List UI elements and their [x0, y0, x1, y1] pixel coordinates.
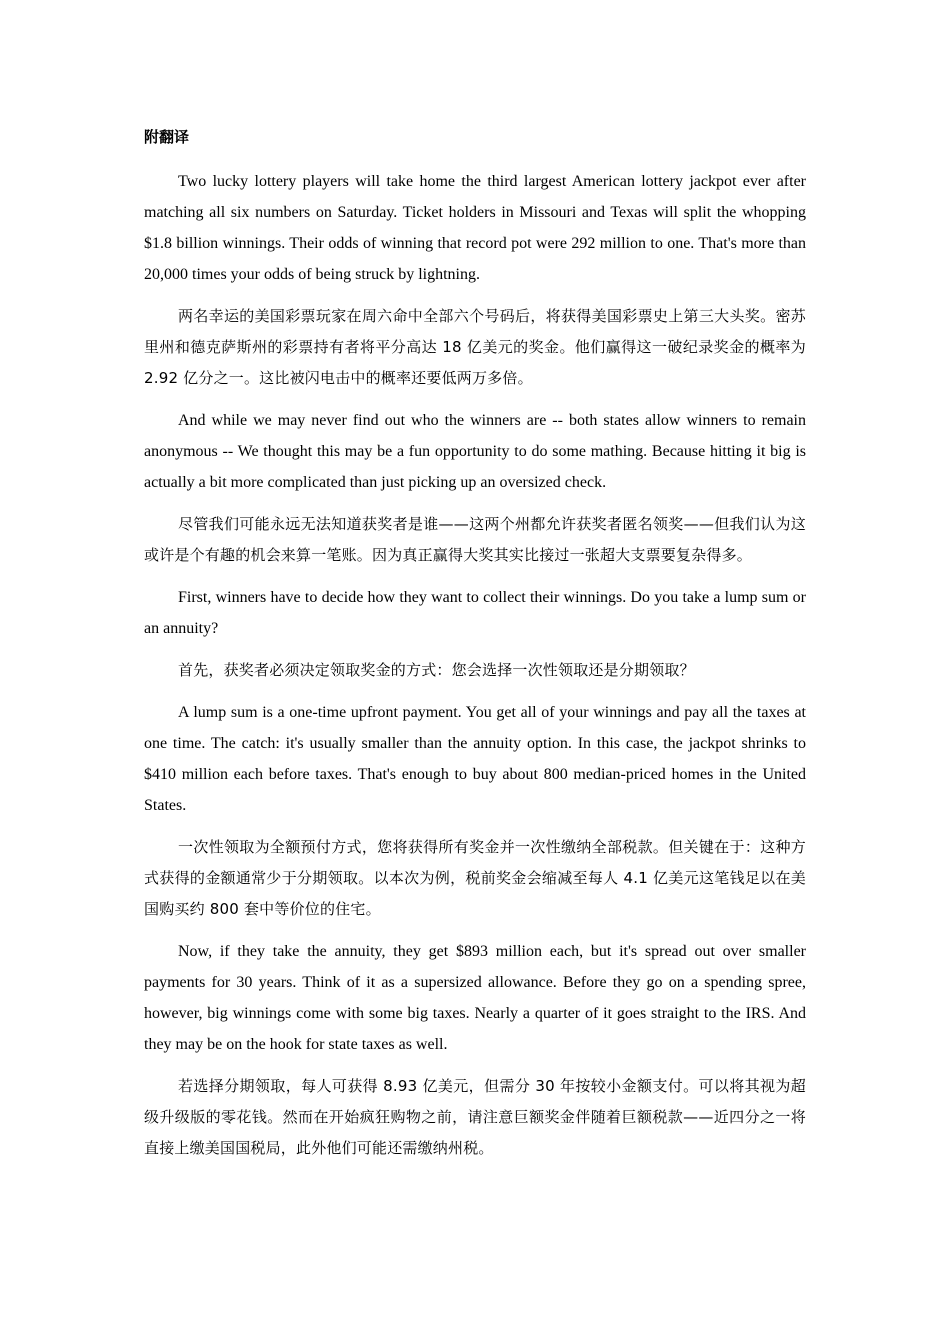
paragraph-zh-3: 首先，获奖者必须决定领取奖金的方式：您会选择一次性领取还是分期领取？ [178, 661, 695, 679]
paragraph-zh-2: 尽管我们可能永远无法知道获奖者是谁——这两个州都允许获奖者匿名领奖——但我们认为这或许是个有趣的机会来算一笔账。因为真正赢得大奖其实比接过一张超大支票要复杂得多。 [144, 515, 806, 564]
paragraph-en-5: Now, if they take the annuity, they get $893 million each, but it's spread out over smaller payments for 30 years. Think of it as a supersized allowance. Before they go on a spending spree, however, big winnings come with some big taxes. Nearly a quarter of it goes straight to the IRS. And they may be on the hook for state taxes as well. [144, 943, 806, 1053]
paragraph-zh-1: 两名幸运的美国彩票玩家在周六命中全部六个号码后，将获得美国彩票史上第三大头奖。密苏里州和德克萨斯州的彩票持有者将平分高达 18 亿美元的奖金。他们赢得这一破纪录奖金的概率为 2.92 亿分之一。这比被闪电击中的概率还要低两万多倍。 [144, 307, 806, 387]
paragraph-zh-5: 若选择分期领取，每人可获得 8.93 亿美元，但需分 30 年按较小金额支付。可以将其视为超级升级版的零花钱。然而在开始疯狂购物之前，请注意巨额奖金伴随着巨额税款——近四分之一将直接上缴美国国税局，此外他们可能还需缴纳州税。 [144, 1077, 806, 1157]
document-heading: 附翻译 [144, 128, 190, 146]
paragraph-en-2: And while we may never find out who the winners are -- both states allow winners to remain anonymous -- We thought this may be a fun opportunity to do some mathing. Because hitting it big is actually a bit more complicated than just picking up an oversized check. [144, 412, 806, 491]
document-page [144, 126, 806, 1175]
paragraph-en-4: A lump sum is a one-time upfront payment. You get all of your winnings and pay all the taxes at one time. The catch: it's usually smaller than the annuity option. In this case, the jackpot shrinks to $410 million each before taxes. That's enough to buy about 800 median-priced homes in the United States. [144, 704, 806, 814]
paragraph-zh-4: 一次性领取为全额预付方式，您将获得所有奖金并一次性缴纳全部税款。但关键在于：这种方式获得的金额通常少于分期领取。以本次为例，税前奖金会缩减至每人 4.1 亿美元这笔钱足以在美国购买约 800 套中等价位的住宅。 [144, 838, 806, 918]
paragraph-en-1: Two lucky lottery players will take home the third largest American lottery jackpot ever after matching all six numbers on Saturday. Ticket holders in Missouri and Texas will split the whopping $1.8 billion winnings. Their odds of winning that record pot were 292 million to one. That's more than 20,000 times your odds of being struck by lightning. [144, 173, 806, 283]
paragraph-en-3: First, winners have to decide how they want to collect their winnings. Do you take a lump sum or an annuity? [144, 589, 806, 637]
